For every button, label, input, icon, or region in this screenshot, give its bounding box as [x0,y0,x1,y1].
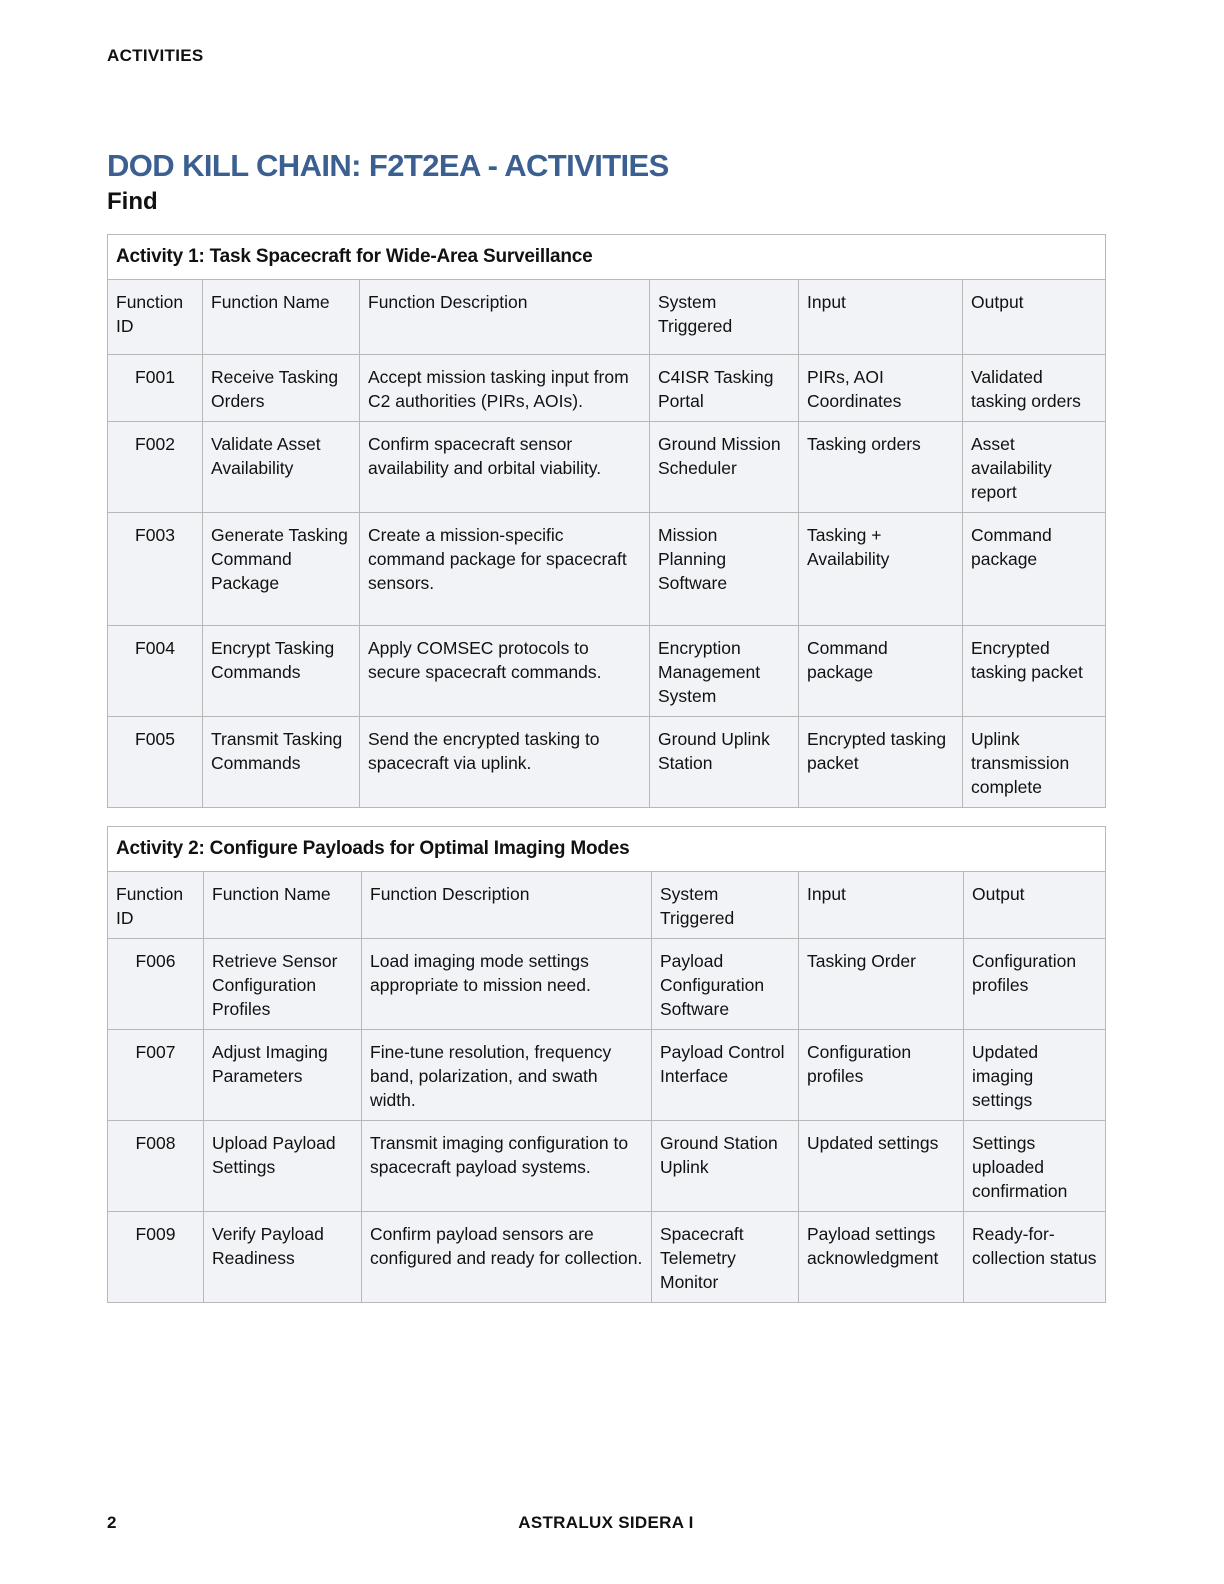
column-header-function-id: Function ID [108,280,203,355]
function-id-cell: F008 [108,1121,204,1212]
system-triggered-cell: Payload Control Interface [652,1030,799,1121]
output-cell: Settings uploaded confirmation [964,1121,1106,1212]
system-triggered-cell: Encryption Management System [650,626,799,717]
system-triggered-cell: Mission Planning Software [650,513,799,626]
function-id-cell: F006 [108,939,204,1030]
section-title: Find [107,188,158,215]
function-description-cell: Send the encrypted tasking to spacecraft via uplink. [360,717,650,808]
table-row [108,513,1106,626]
input-cell: Tasking orders [799,422,963,513]
table-row [108,1212,1106,1303]
function-description-cell: Confirm spacecraft sensor availability and orbital viability. [360,422,650,513]
function-name-cell: Receive Tasking Orders [203,355,360,422]
function-name-cell: Verify Payload Readiness [204,1212,362,1303]
function-id-cell: F009 [108,1212,204,1303]
function-name-cell: Transmit Tasking Commands [203,717,360,808]
function-description-cell: Accept mission tasking input from C2 authorities (PIRs, AOIs). [360,355,650,422]
function-id-cell: F007 [108,1030,204,1121]
function-name-cell: Upload Payload Settings [204,1121,362,1212]
function-description-cell: Confirm payload sensors are configured and ready for collection. [362,1212,652,1303]
output-cell: Validated tasking orders [963,355,1106,422]
running-header: ACTIVITIES [107,46,204,65]
page-title: DOD KILL CHAIN: F2T2EA - ACTIVITIES [107,148,669,183]
input-cell: Configuration profiles [799,1030,964,1121]
function-description-cell: Fine-tune resolution, frequency band, polarization, and swath width. [362,1030,652,1121]
input-cell: Updated settings [799,1121,964,1212]
function-id-cell: F003 [108,513,203,626]
column-header-output: Output [964,872,1106,939]
system-triggered-cell: C4ISR Tasking Portal [650,355,799,422]
function-description-cell: Apply COMSEC protocols to secure spacecraft commands. [360,626,650,717]
output-cell: Asset availability report [963,422,1106,513]
output-cell: Command package [963,513,1106,626]
column-header-system-triggered: System Triggered [652,872,799,939]
function-name-cell: Adjust Imaging Parameters [204,1030,362,1121]
table-row [108,355,1106,422]
column-header-function-name: Function Name [204,872,362,939]
system-triggered-cell: Payload Configuration Software [652,939,799,1030]
table-row [108,1121,1106,1212]
column-header-function-name: Function Name [203,280,360,355]
input-cell: PIRs, AOI Coordinates [799,355,963,422]
system-triggered-cell: Ground Station Uplink [652,1121,799,1212]
function-description-cell: Load imaging mode settings appropriate to mission need. [362,939,652,1030]
table-row [108,1030,1106,1121]
column-header-input: Input [799,872,964,939]
input-cell: Tasking Order [799,939,964,1030]
table-row [108,626,1106,717]
table-row [108,717,1106,808]
function-id-cell: F005 [108,717,203,808]
table-header-row [108,872,1106,939]
function-id-cell: F004 [108,626,203,717]
input-cell: Tasking + Availability [799,513,963,626]
function-name-cell: Encrypt Tasking Commands [203,626,360,717]
table-row [108,939,1106,1030]
activity-1-table [107,234,1106,808]
system-triggered-cell: Ground Uplink Station [650,717,799,808]
function-name-cell: Generate Tasking Command Package [203,513,360,626]
function-description-cell: Create a mission-specific command package for spacecraft sensors. [360,513,650,626]
output-cell: Updated imaging settings [964,1030,1106,1121]
function-id-cell: F001 [108,355,203,422]
function-description-cell: Transmit imaging configuration to spacecraft payload systems. [362,1121,652,1212]
column-header-function-id: Function ID [108,872,204,939]
column-header-function-description: Function Description [360,280,650,355]
column-header-input: Input [799,280,963,355]
input-cell: Payload settings acknowledgment [799,1212,964,1303]
system-triggered-cell: Spacecraft Telemetry Monitor [652,1212,799,1303]
output-cell: Encrypted tasking packet [963,626,1106,717]
function-id-cell: F002 [108,422,203,513]
input-cell: Command package [799,626,963,717]
activity-2-table [107,826,1106,1303]
output-cell: Configuration profiles [964,939,1106,1030]
output-cell: Ready-for-collection status [964,1212,1106,1303]
column-header-output: Output [963,280,1106,355]
table-header-row [108,280,1106,355]
table-row [108,422,1106,513]
page-number: 2 [107,1513,117,1532]
output-cell: Uplink transmission complete [963,717,1106,808]
system-triggered-cell: Ground Mission Scheduler [650,422,799,513]
column-header-function-description: Function Description [362,872,652,939]
function-name-cell: Validate Asset Availability [203,422,360,513]
footer-brand: ASTRALUX SIDERA I [518,1513,694,1532]
activity-title: Activity 1: Task Spacecraft for Wide-Area Surveillance [108,235,1106,280]
activity-title: Activity 2: Configure Payloads for Optimal Imaging Modes [108,827,1106,872]
column-header-system-triggered: System Triggered [650,280,799,355]
input-cell: Encrypted tasking packet [799,717,963,808]
function-name-cell: Retrieve Sensor Configuration Profiles [204,939,362,1030]
